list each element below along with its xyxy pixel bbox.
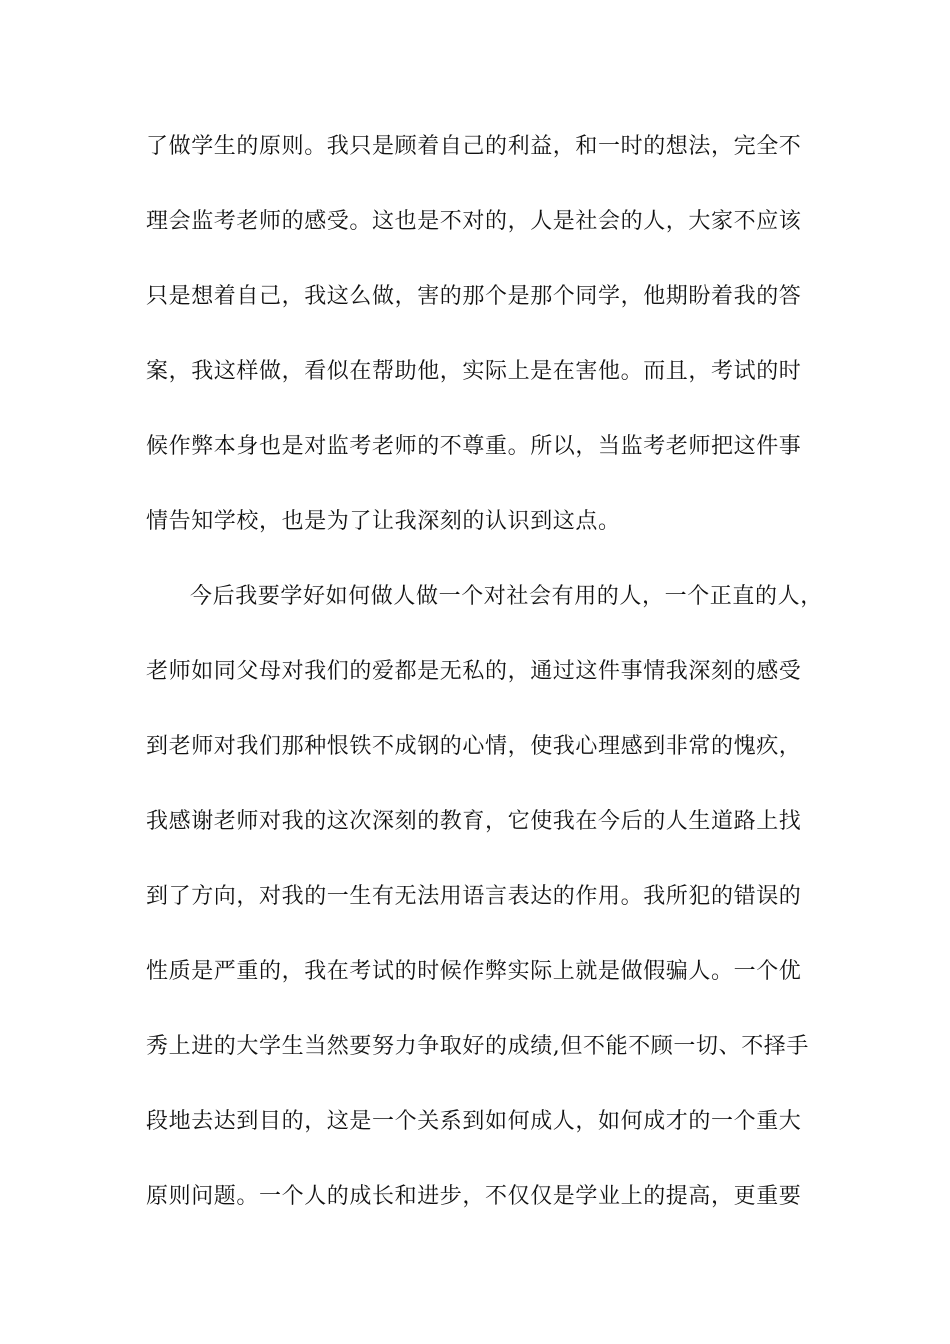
text-line: 段地去达到目的，这是一个关系到如何成人，如何成才的一个重大 [146, 1109, 802, 1134]
text-line: 了做学生的原则。我只是顾着自己的利益，和一时的想法，完全不 [146, 134, 802, 159]
text-line: 案，我这样做，看似在帮助他，实际上是在害他。而且，考试的时 [146, 359, 802, 384]
text-line: 老师如同父母对我们的爱都是无私的，通过这件事情我深刻的感受 [146, 659, 802, 684]
text-line: 性质是严重的，我在考试的时候作弊实际上就是做假骗人。一个优 [146, 959, 802, 984]
body-text [146, 132, 846, 1257]
text-line: 理会监考老师的感受。这也是不对的，人是社会的人，大家不应该 [146, 209, 802, 234]
paragraph-start-line: 今后我要学好如何做人做一个对社会有用的人，一个正直的人， [190, 584, 823, 609]
text-line: 秀上进的大学生当然要努力争取好的成绩,但不能不顾一切、不择手 [146, 1034, 809, 1059]
text-line: 原则问题。一个人的成长和进步，不仅仅是学业上的提高，更重要 [146, 1184, 802, 1209]
text-line: 只是想着自己，我这么做，害的那个是那个同学，他期盼着我的答 [146, 284, 802, 309]
text-line: 候作弊本身也是对监考老师的不尊重。所以，当监考老师把这件事 [146, 434, 802, 459]
text-line: 到老师对我们那种恨铁不成钢的心情，使我心理感到非常的愧疚， [146, 734, 802, 759]
text-line: 情告知学校，也是为了让我深刻的认识到这点。 [146, 509, 621, 534]
text-line: 我感谢老师对我的这次深刻的教育，它使我在今后的人生道路上找 [146, 809, 802, 834]
text-line: 到了方向，对我的一生有无法用语言表达的作用。我所犯的错误的 [146, 884, 802, 909]
